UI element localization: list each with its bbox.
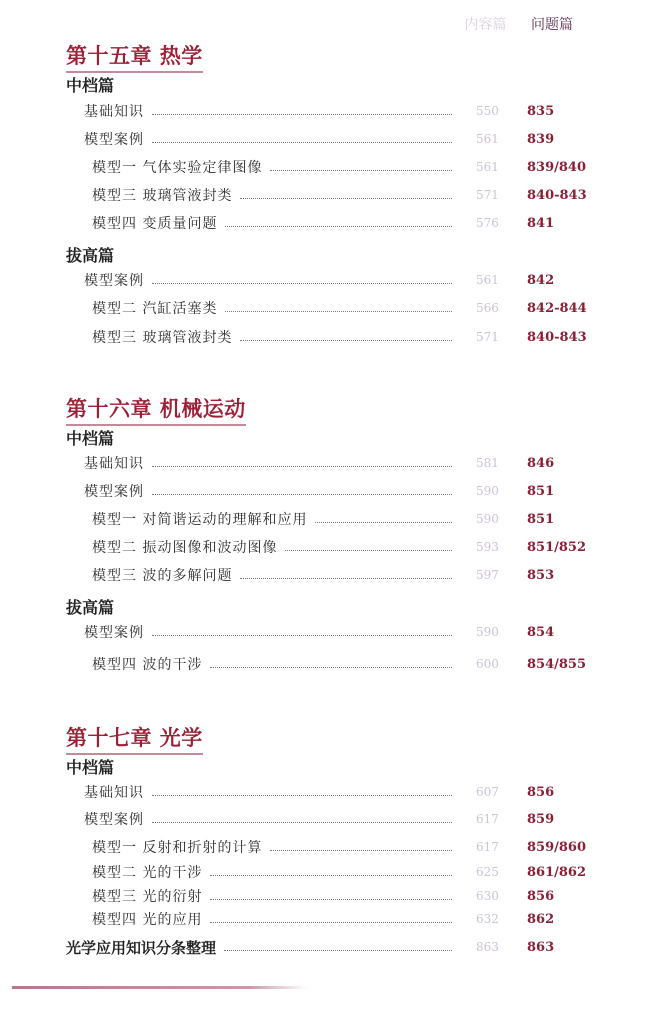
dot-leader [152, 635, 452, 636]
answer-page-number[interactable]: 861/862 [527, 864, 587, 880]
entry-label: 模型案例 [84, 132, 144, 148]
toc-entry[interactable] [92, 509, 460, 529]
dot-leader [152, 114, 452, 115]
answer-page-number[interactable]: 839/840 [527, 159, 587, 175]
answer-page-number[interactable]: 842-844 [527, 300, 587, 316]
toc-entry[interactable] [92, 837, 460, 857]
content-page-number[interactable]: 571 [476, 188, 499, 202]
toc-entry[interactable] [84, 622, 460, 642]
bottom-divider [12, 986, 308, 989]
toc-entry[interactable] [84, 129, 460, 149]
entry-label: 模型一 气体实验定律图像 [92, 160, 263, 176]
entry-label: 模型三 玻璃管液封类 [92, 188, 233, 204]
content-page-number[interactable]: 590 [476, 512, 499, 526]
content-page-number[interactable]: 617 [476, 840, 499, 854]
entry-label: 模型一 反射和折射的计算 [92, 840, 263, 856]
dot-leader [240, 578, 452, 579]
toc-entry[interactable] [92, 537, 460, 557]
tab-content[interactable]: 内容篇 [464, 17, 507, 33]
entry-label: 模型二 汽缸活塞类 [92, 301, 218, 317]
dot-leader [225, 311, 452, 312]
entry-label: 基础知识 [84, 785, 144, 801]
content-page-number[interactable]: 600 [476, 657, 499, 671]
toc-entry[interactable] [92, 213, 460, 233]
answer-page-number[interactable]: 856 [527, 888, 555, 904]
content-page-number[interactable]: 576 [476, 216, 499, 230]
answer-page-number[interactable]: 839 [527, 131, 555, 147]
chapter-title: 第十五章 热学 [66, 40, 203, 73]
toc-entry[interactable] [92, 565, 460, 585]
dot-leader [152, 142, 452, 143]
answer-page-number[interactable]: 854 [527, 624, 555, 640]
entry-label: 模型三 波的多解问题 [92, 568, 233, 584]
toc-entry[interactable] [84, 809, 460, 829]
answer-page-number[interactable]: 863 [527, 939, 555, 955]
content-page-number[interactable]: 590 [476, 625, 499, 639]
content-page-number[interactable]: 617 [476, 812, 499, 826]
dot-leader [285, 550, 452, 551]
toc-entry[interactable] [84, 453, 460, 473]
entry-label: 模型一 对简谐运动的理解和应用 [92, 512, 308, 528]
answer-page-number[interactable]: 851/852 [527, 539, 587, 555]
entry-label: 模型四 光的应用 [92, 912, 203, 928]
content-page-number[interactable]: 597 [476, 568, 499, 582]
entry-label: 模型案例 [84, 484, 144, 500]
entry-label: 基础知识 [84, 456, 144, 472]
content-page-number[interactable]: 590 [476, 484, 499, 498]
toc-entry[interactable] [92, 862, 460, 882]
section-heading: 中档篇 [66, 76, 115, 95]
content-page-number[interactable]: 581 [476, 456, 499, 470]
answer-page-number[interactable]: 835 [527, 103, 555, 119]
content-page-number[interactable]: 566 [476, 301, 499, 315]
dot-leader [315, 522, 452, 523]
dot-leader [240, 340, 452, 341]
dot-leader [210, 875, 452, 876]
content-page-number[interactable]: 561 [476, 160, 499, 174]
entry-label: 模型案例 [84, 273, 144, 289]
toc-entry[interactable] [92, 654, 460, 674]
entry-label: 光学应用知识分条整理 [66, 938, 217, 957]
toc-entry[interactable] [84, 270, 460, 290]
dot-leader [210, 667, 452, 668]
content-page-number[interactable]: 632 [476, 912, 499, 926]
entry-label: 基础知识 [84, 104, 144, 120]
dot-leader [152, 466, 452, 467]
section-heading: 中档篇 [66, 758, 115, 777]
dot-leader [270, 850, 452, 851]
answer-page-number[interactable]: 859 [527, 811, 555, 827]
entry-label: 模型四 波的干涉 [92, 657, 203, 673]
content-page-number[interactable]: 571 [476, 330, 499, 344]
dot-leader [152, 494, 452, 495]
section-heading: 中档篇 [66, 429, 115, 448]
section-heading: 拔高篇 [66, 246, 115, 265]
entry-label: 模型案例 [84, 812, 144, 828]
toc-entry[interactable] [92, 909, 460, 929]
toc-entry[interactable] [84, 481, 460, 501]
content-page-number[interactable]: 593 [476, 540, 499, 554]
dot-leader [152, 795, 452, 796]
dot-leader [152, 283, 452, 284]
section-heading: 拔高篇 [66, 598, 115, 617]
content-page-number[interactable]: 607 [476, 785, 499, 799]
content-page-number[interactable]: 561 [476, 273, 499, 287]
dot-leader [240, 198, 452, 199]
content-page-number[interactable]: 630 [476, 889, 499, 903]
answer-page-number[interactable]: 842 [527, 272, 555, 288]
content-page-number[interactable]: 550 [476, 104, 499, 118]
content-page-number[interactable]: 625 [476, 865, 499, 879]
dot-leader [152, 822, 452, 823]
answer-page-number[interactable]: 841 [527, 215, 555, 231]
entry-label: 模型案例 [84, 625, 144, 641]
dot-leader [270, 170, 452, 171]
top-header [465, 14, 573, 34]
dot-leader [210, 899, 452, 900]
answer-page-number[interactable]: 853 [527, 567, 555, 583]
dot-leader [225, 226, 452, 227]
answer-page-number[interactable]: 862 [527, 911, 555, 927]
entry-label: 模型三 光的衍射 [92, 889, 203, 905]
toc-entry[interactable] [92, 185, 460, 205]
content-page-number[interactable]: 561 [476, 132, 499, 146]
toc-entry-summary[interactable] [66, 937, 460, 957]
answer-page-number[interactable]: 851 [527, 511, 555, 527]
toc-entry[interactable] [92, 157, 460, 177]
answer-page-number[interactable]: 840-843 [527, 329, 587, 345]
entry-label: 模型二 振动图像和波动图像 [92, 540, 278, 556]
tab-questions[interactable]: 问题篇 [531, 17, 573, 33]
toc-entry[interactable] [84, 782, 460, 802]
entry-label: 模型四 变质量问题 [92, 216, 218, 232]
dot-leader [224, 950, 452, 951]
answer-page-number[interactable]: 859/860 [527, 839, 587, 855]
chapter-title: 第十七章 光学 [66, 722, 203, 755]
toc-entry[interactable] [92, 327, 460, 347]
answer-page-number[interactable]: 851 [527, 483, 555, 499]
answer-page-number[interactable]: 854/855 [527, 656, 587, 672]
entry-label: 模型三 玻璃管液封类 [92, 330, 233, 346]
dot-leader [210, 922, 452, 923]
answer-page-number[interactable]: 840-843 [527, 187, 587, 203]
toc-entry[interactable] [92, 298, 460, 318]
answer-page-number[interactable]: 846 [527, 455, 555, 471]
content-page-number[interactable]: 863 [476, 940, 499, 954]
entry-label: 模型二 光的干涉 [92, 865, 203, 881]
toc-entry[interactable] [92, 886, 460, 906]
chapter-title: 第十六章 机械运动 [66, 393, 246, 426]
toc-entry[interactable] [84, 101, 460, 121]
answer-page-number[interactable]: 856 [527, 784, 555, 800]
